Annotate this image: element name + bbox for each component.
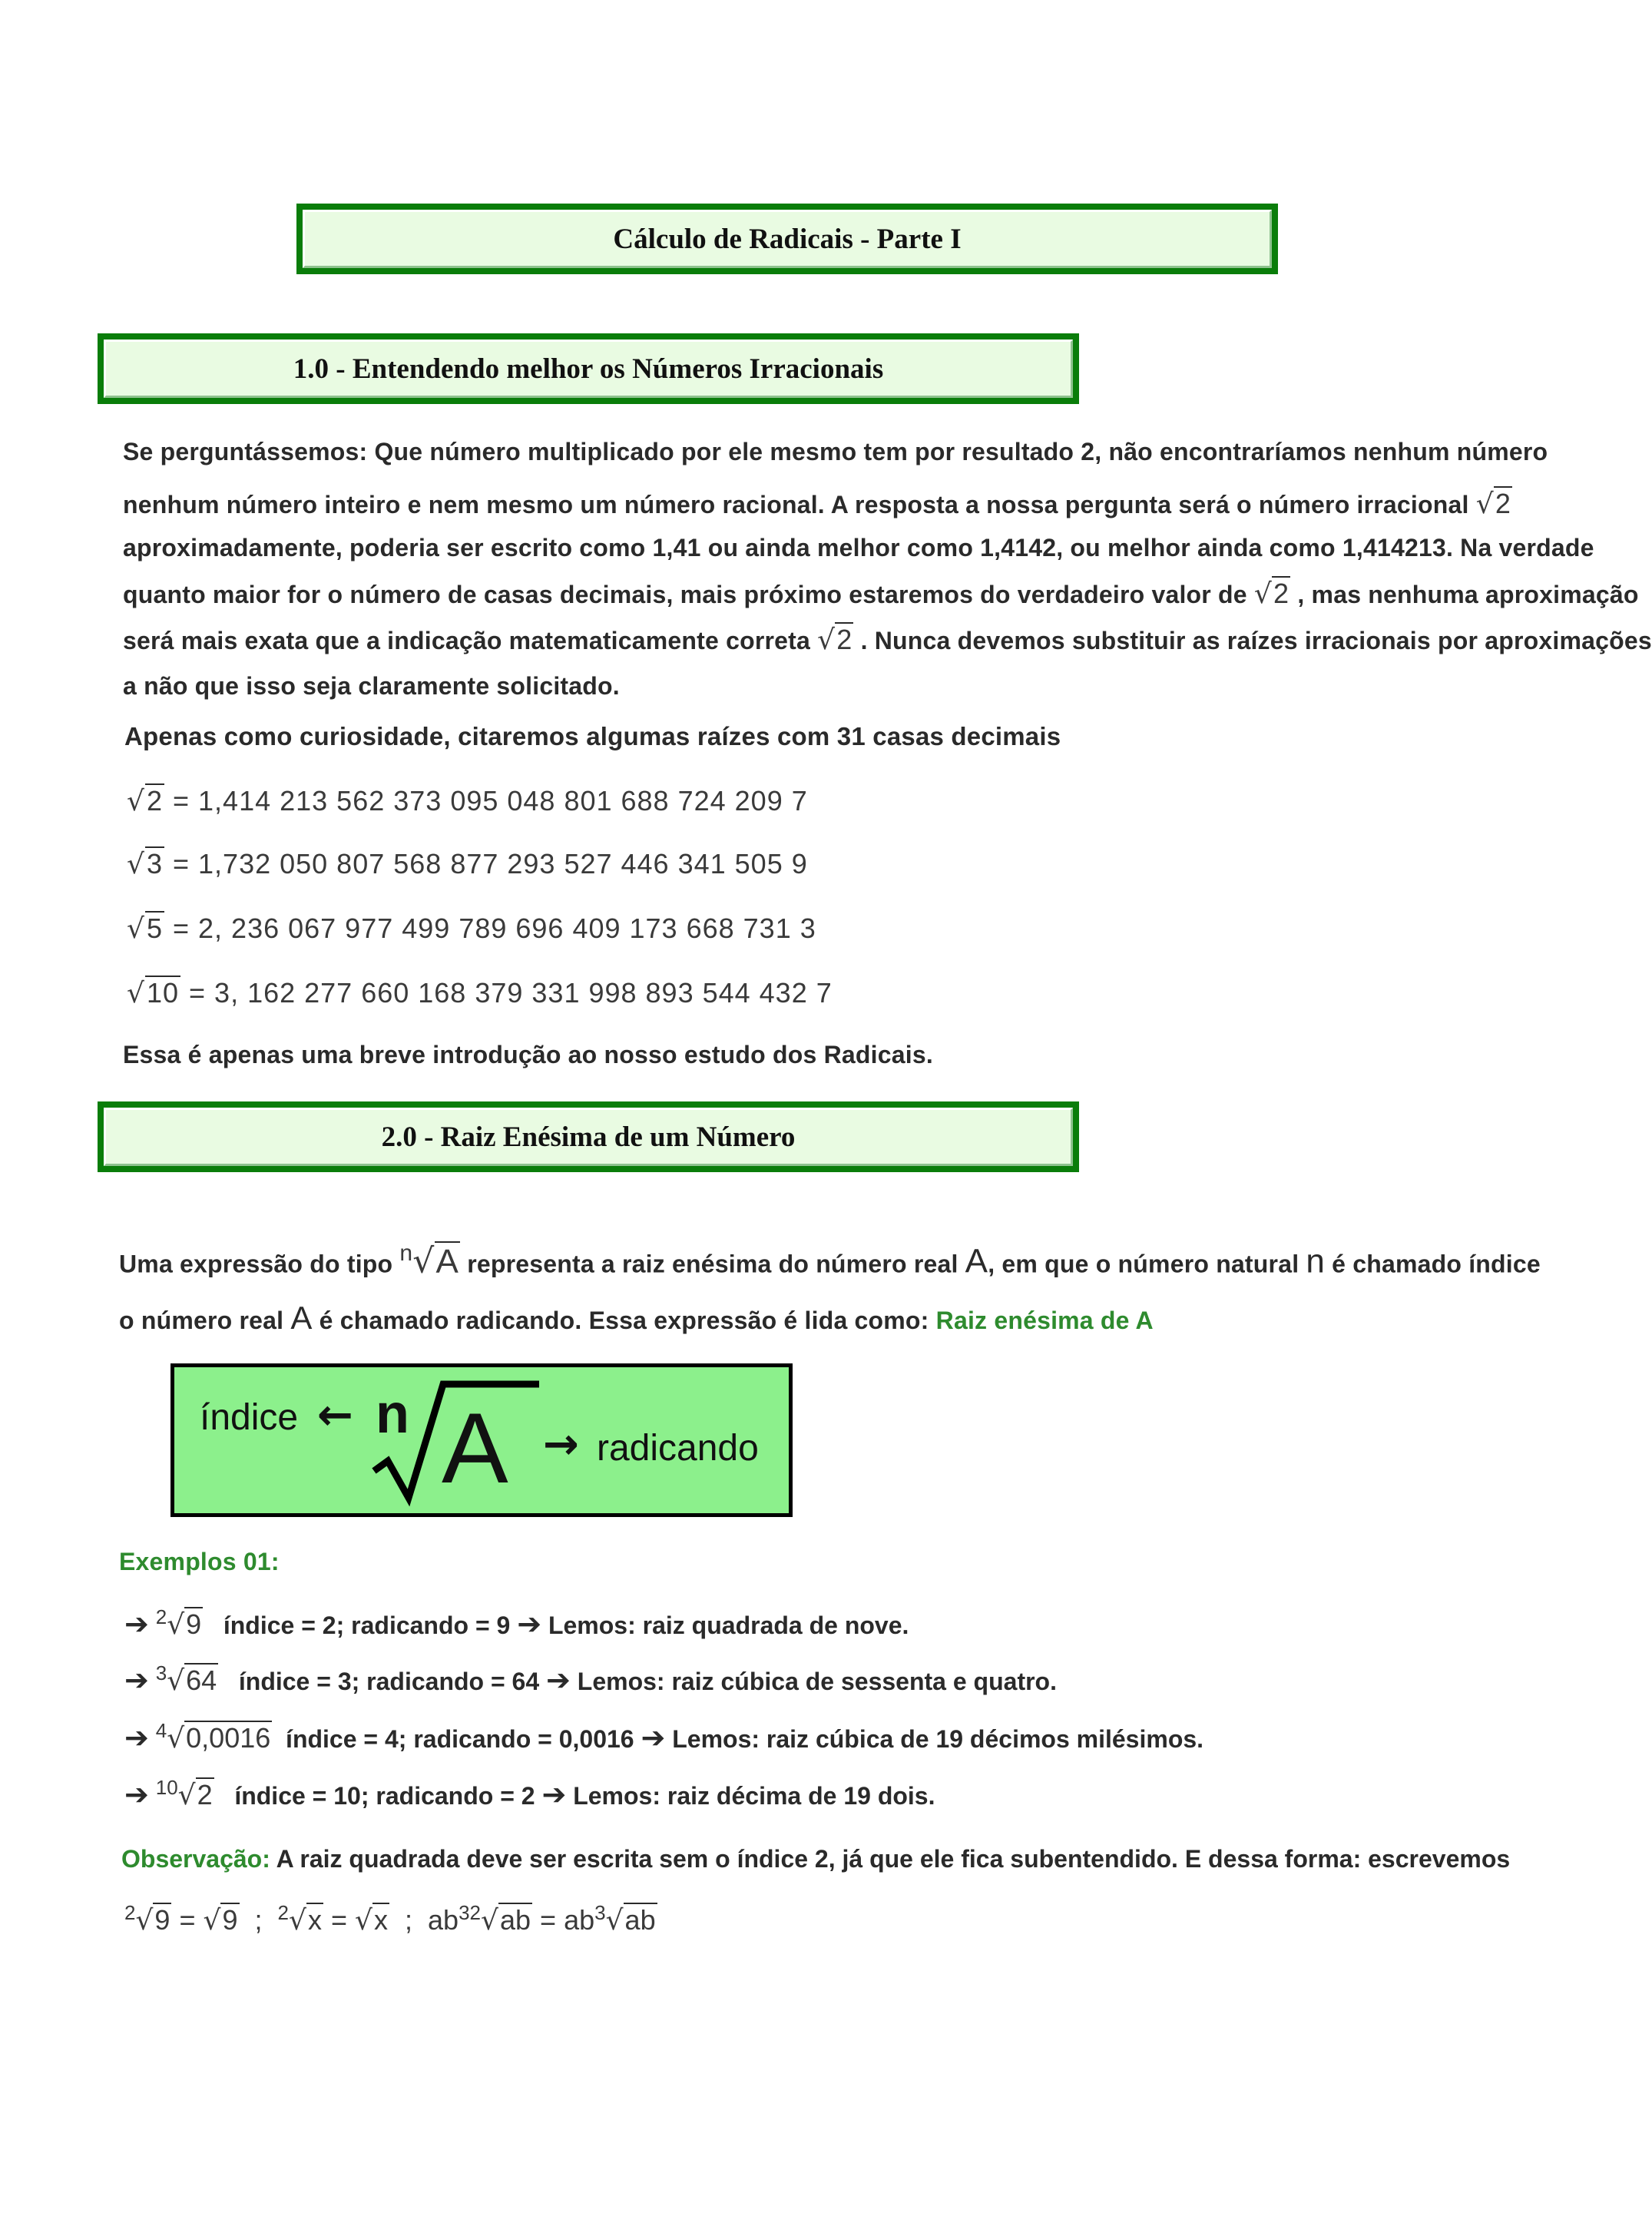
diagram-index-n: n (376, 1383, 409, 1445)
example-1-bullet-arrow: ➔ (124, 1607, 149, 1641)
example-2-arrow: ➔ (546, 1663, 571, 1697)
section1-closing: Essa é apenas uma breve introdução ao nosso estudo dos Radicais. (123, 1041, 933, 1068)
obs-m3-coef2: ab (564, 1904, 595, 1936)
example-2-text: índice = 3; radicando = 64 (238, 1668, 540, 1695)
example-3 (124, 1719, 1203, 1754)
observation-label: Observação: (121, 1845, 270, 1873)
obs-sep1: ; (254, 1904, 263, 1936)
root-5-sqrt: √5 (127, 913, 163, 945)
obs-m3-exp: 3 (459, 1901, 470, 1924)
root-row-3 (127, 848, 808, 880)
obs-m3-exp2: 3 (594, 1901, 606, 1924)
obs-m1-eq: = (179, 1904, 196, 1936)
section2-line2-text-a: o número real (119, 1307, 284, 1334)
section1-line2-text: nenhum número inteiro e nem mesmo um número racional. A resposta a nossa pergunta será o número irracional (123, 491, 1469, 518)
example-2 (124, 1661, 1057, 1697)
root-row-5 (127, 913, 816, 945)
section1-line1: Se perguntássemos: Que número multiplicado por ele mesmo tem por resultado 2, não encontraríamos nenhum número (123, 438, 1548, 465)
section1-line2 (123, 488, 1512, 520)
section2-line1-text-a: Uma expressão do tipo (119, 1250, 393, 1278)
obs-m1-rhs: 9 (222, 1904, 238, 1936)
obs-sep2: ; (405, 1904, 413, 1936)
example-3-root: $^4$√0,0016 (155, 1719, 271, 1754)
example-2-root: $^3$√64 (155, 1661, 217, 1697)
root-10-radicand: 10 (146, 977, 179, 1009)
sqrt2-inline-2-radicand: 2 (1273, 578, 1289, 609)
nth-root-inline-radicand: A (435, 1242, 459, 1280)
example-1-text: índice = 2; radicando = 9 (223, 1612, 511, 1639)
example-4-reading: Lemos: raiz décima de 19 dois. (573, 1782, 935, 1810)
root-10-value: = 3, 162 277 660 168 379 331 998 893 544 432 7 (189, 977, 833, 1009)
section2-line2-text-b: é chamado radicando. Essa expressão é lida como: (319, 1307, 929, 1334)
section1-heading: 1.0 - Entendendo melhor os Números Irracionais (104, 340, 1073, 398)
obs-m3-rhs: ab (624, 1904, 656, 1936)
example-4-arrow: ➔ (541, 1777, 567, 1811)
example-3-index: 4 (155, 1719, 167, 1742)
section2-line2-highlight: Raiz enésima de A (935, 1307, 1154, 1334)
obs-m2-eq: = (330, 1904, 348, 1936)
obs-m1-root: $^2$√9 (124, 1901, 170, 1936)
section2-line1 (119, 1241, 1541, 1281)
section2-line1-text-c: , em que o número natural (988, 1250, 1299, 1278)
sqrt2-inline-3-radicand: 2 (836, 624, 852, 655)
page-title: Cálculo de Radicais - Parte I (303, 210, 1272, 268)
root-3-value: = 1,732 050 807 568 877 293 527 446 341 505 9 (173, 848, 808, 879)
example-3-text: índice = 4; radicando = 0,0016 (286, 1725, 634, 1753)
example-2-reading: Lemos: raiz cúbica de sessenta e quatro. (577, 1668, 1057, 1695)
root-2-value: = 1,414 213 562 373 095 048 801 688 724 209 7 (173, 785, 808, 817)
section2-line1-text-d: é chamado índice (1332, 1250, 1541, 1278)
section2-line1-n: n (1306, 1242, 1326, 1280)
observation-math (124, 1901, 657, 1936)
section1-line4-text-a: quanto maior for o número de casas decimais, mais próximo estaremos do verdadeiro valor de (123, 581, 1247, 608)
obs-m1-rhs-root: √9 (203, 1904, 238, 1936)
diagram-right-arrow: → (543, 1419, 579, 1469)
obs-m2-index: 2 (277, 1901, 290, 1924)
diagram-indice-label: índice (200, 1397, 299, 1438)
root-5-radicand: 5 (146, 913, 163, 944)
obs-m2-rhs-root: √x (355, 1904, 388, 1936)
section2-line1-A: A (965, 1242, 988, 1280)
section1-line5-text-b: . Nunca devemos substituir as raízes irracionais por aproximações (860, 627, 1652, 654)
example-1 (124, 1605, 909, 1641)
example-3-arrow: ➔ (641, 1721, 666, 1754)
obs-m2-radicand: x (307, 1904, 322, 1936)
diagram-radicando-label: radicando (597, 1428, 759, 1469)
section1-line6: a não que isso seja claramente solicitado. (123, 672, 620, 700)
sqrt2-inline: √2 (1475, 488, 1511, 520)
obs-m3-coef: ab (428, 1904, 459, 1936)
example-4-bullet-arrow: ➔ (124, 1777, 149, 1811)
example-2-index: 3 (155, 1661, 167, 1684)
example-3-radicand: 0,0016 (186, 1722, 271, 1754)
section1-line4 (123, 578, 1639, 610)
obs-m2-root: $^2$√x (277, 1901, 322, 1936)
example-2-bullet-arrow: ➔ (124, 1663, 149, 1697)
section1-banner (98, 333, 1079, 404)
example-4-index: 10 (155, 1776, 178, 1799)
section2-line2-A: A (290, 1300, 313, 1336)
example-1-root: $^2$√9 (155, 1605, 202, 1641)
root-3-radicand: 3 (146, 848, 163, 879)
sqrt2-inline-radicand: 2 (1495, 488, 1511, 519)
sqrt2-inline-2: √2 (1253, 578, 1289, 610)
section1-line5-text-a: será mais exata que a indicação matematicamente correta (123, 627, 810, 654)
root-10-sqrt: √10 (127, 977, 179, 1009)
obs-m2-rhs: x (373, 1904, 388, 1936)
section2-line2 (119, 1300, 1154, 1337)
example-1-arrow: ➔ (517, 1607, 542, 1641)
root-5-value: = 2, 236 067 977 499 789 696 409 173 668 731 3 (173, 913, 816, 944)
section2-banner (98, 1101, 1079, 1172)
obs-m1-index: 2 (124, 1901, 136, 1924)
root-3-sqrt: √3 (127, 848, 163, 880)
root-row-10 (127, 977, 833, 1009)
obs-m3-index: 2 (469, 1901, 482, 1924)
example-4-radicand: 2 (197, 1779, 213, 1810)
root-2-radicand: 2 (146, 785, 163, 817)
nth-root-inline: $^n$√A (399, 1241, 459, 1281)
obs-m1-radicand: 9 (154, 1904, 170, 1936)
section2-line1-text-b: representa a raiz enésima do número real (467, 1250, 958, 1278)
root-2-sqrt: √2 (127, 785, 163, 817)
nth-root-inline-index: n (399, 1241, 413, 1266)
nth-root-diagram (170, 1363, 793, 1517)
obs-m3-root: $^2$√ab (469, 1901, 531, 1936)
diagram-left-arrow: ← (317, 1390, 353, 1440)
example-3-bullet-arrow: ➔ (124, 1721, 149, 1754)
obs-m3-radicand: ab (499, 1904, 531, 1936)
root-row-2 (127, 785, 808, 817)
examples-label: Exemplos 01: (119, 1548, 280, 1575)
example-1-index: 2 (155, 1605, 167, 1628)
example-4-text: índice = 10; radicando = 2 (234, 1782, 535, 1810)
diagram-radicand-A: A (442, 1392, 508, 1504)
curiosity-line: Apenas como curiosidade, citaremos algumas raízes com 31 casas decimais (124, 722, 1061, 750)
section2-heading: 2.0 - Raiz Enésima de um Número (104, 1108, 1073, 1166)
title-banner (296, 204, 1278, 274)
section1-line5 (123, 624, 1652, 656)
example-3-reading: Lemos: raiz cúbica de 19 décimos milésimos. (672, 1725, 1204, 1753)
example-1-radicand: 9 (186, 1608, 202, 1640)
example-2-radicand: 64 (186, 1665, 217, 1696)
obs-m3-eq: = (540, 1904, 557, 1936)
obs-m3-rhs-root: √ab (605, 1904, 656, 1936)
observation-line (121, 1845, 1510, 1873)
example-1-reading: Lemos: raiz quadrada de nove. (548, 1612, 909, 1639)
example-4-root: $^{10}$√2 (155, 1776, 213, 1811)
section1-line4-text-b: , mas nenhuma aproximação (1297, 581, 1639, 608)
example-4 (124, 1776, 935, 1811)
section1-line3: aproximadamente, poderia ser escrito como 1,41 ou ainda melhor como 1,4142, ou melhor ainda como 1,414213. Na verdade (123, 534, 1594, 561)
observation-text: A raiz quadrada deve ser escrita sem o índice 2, já que ele fica subentendido. E dessa forma: escrevemos (276, 1845, 1511, 1873)
sqrt2-inline-3: √2 (817, 624, 852, 656)
